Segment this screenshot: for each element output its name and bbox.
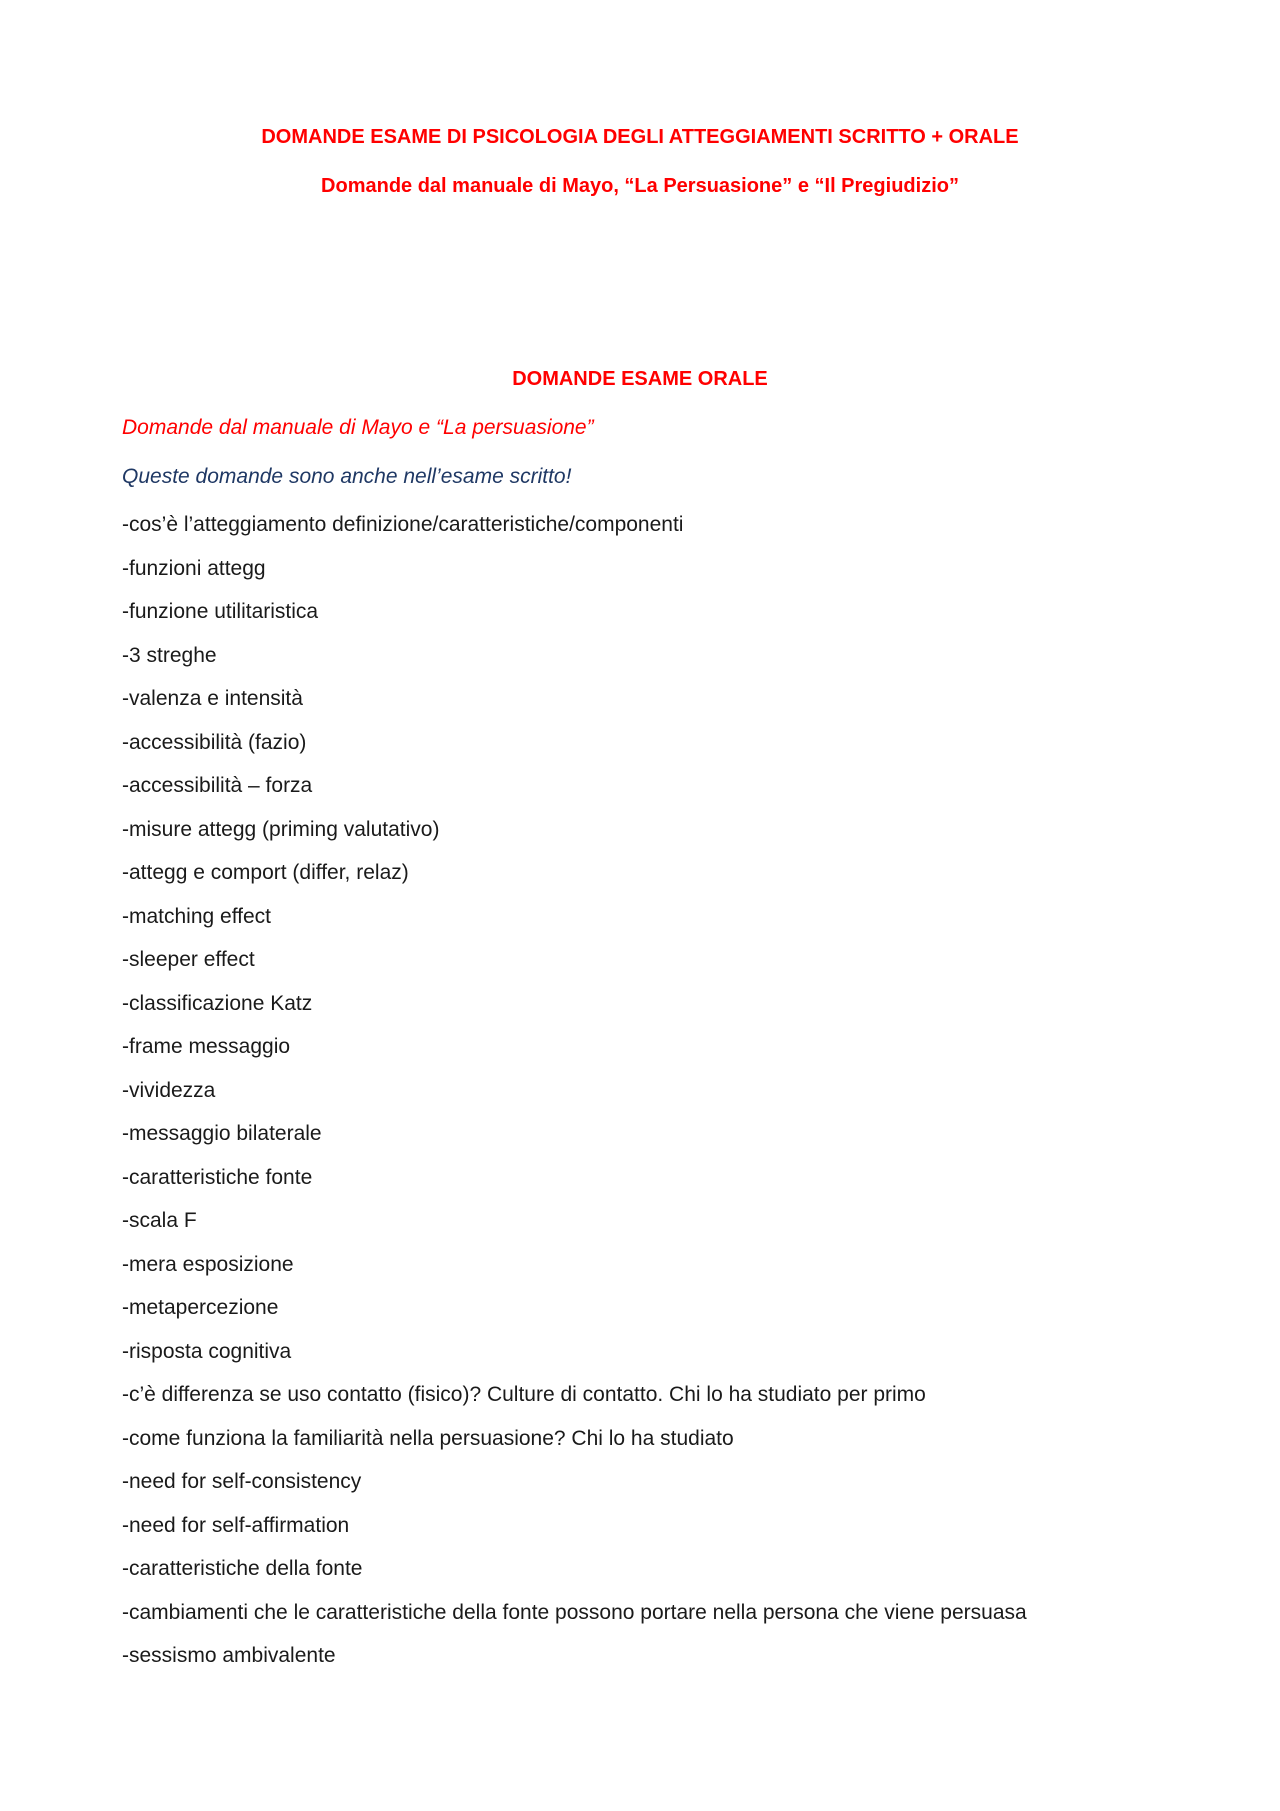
question-item: -funzioni attegg bbox=[122, 556, 266, 580]
question-item: -funzione utilitaristica bbox=[122, 600, 319, 623]
question-item: -cambiamenti che le caratteristiche della fonte possono portare nella persona che viene persuasa bbox=[122, 1600, 1027, 1624]
question-item: -risposta cognitiva bbox=[122, 1339, 292, 1363]
question-item: -classificazione Katz bbox=[122, 991, 313, 1015]
document-title: DOMANDE ESAME DI PSICOLOGIA DEGLI ATTEGGIAMENTI SCRITTO + ORALE bbox=[261, 126, 1019, 148]
question-item: -come funziona la familiarità nella persuasione? Chi lo ha studiato bbox=[122, 1426, 734, 1450]
question-item: -scala F bbox=[122, 1209, 197, 1232]
question-item: -valenza e intensità bbox=[122, 687, 303, 710]
question-item: -frame messaggio bbox=[122, 1035, 291, 1058]
question-item: -accessibilità – forza bbox=[122, 774, 313, 797]
question-item: -3 streghe bbox=[122, 643, 217, 667]
question-item: -accessibilità (fazio) bbox=[122, 730, 307, 754]
question-item: -messaggio bilaterale bbox=[122, 1122, 322, 1145]
question-item: -need for self-affirmation bbox=[122, 1513, 350, 1537]
question-item: -c’è differenza se uso contatto (fisico)? Culture di contatto. Chi lo ha studiato per primo bbox=[122, 1383, 926, 1406]
question-item: -matching effect bbox=[122, 904, 272, 928]
question-item: -vividezza bbox=[122, 1078, 216, 1102]
document-subtitle: Domande dal manuale di Mayo, “La Persuasione” e “Il Pregiudizio” bbox=[321, 175, 959, 197]
question-item: -sleeper effect bbox=[122, 948, 255, 971]
question-list bbox=[122, 513, 1027, 1688]
section-heading: DOMANDE ESAME ORALE bbox=[512, 368, 768, 390]
question-item: -caratteristiche fonte bbox=[122, 1165, 313, 1189]
question-item: -mera esposizione bbox=[122, 1252, 294, 1276]
question-item: -need for self-consistency bbox=[122, 1470, 362, 1493]
question-item: -misure attegg (priming valutativo) bbox=[122, 817, 440, 841]
question-item: -caratteristiche della fonte bbox=[122, 1557, 363, 1580]
written-exam-note: Queste domande sono anche nell’esame scritto! bbox=[122, 465, 572, 488]
question-item: -metapercezione bbox=[122, 1296, 279, 1319]
question-item: -cos’è l’atteggiamento definizione/caratteristiche/componenti bbox=[122, 513, 684, 536]
question-item: -sessismo ambivalente bbox=[122, 1644, 336, 1667]
source-note: Domande dal manuale di Mayo e “La persuasione” bbox=[122, 416, 594, 439]
question-item: -attegg e comport (differ, relaz) bbox=[122, 861, 409, 884]
